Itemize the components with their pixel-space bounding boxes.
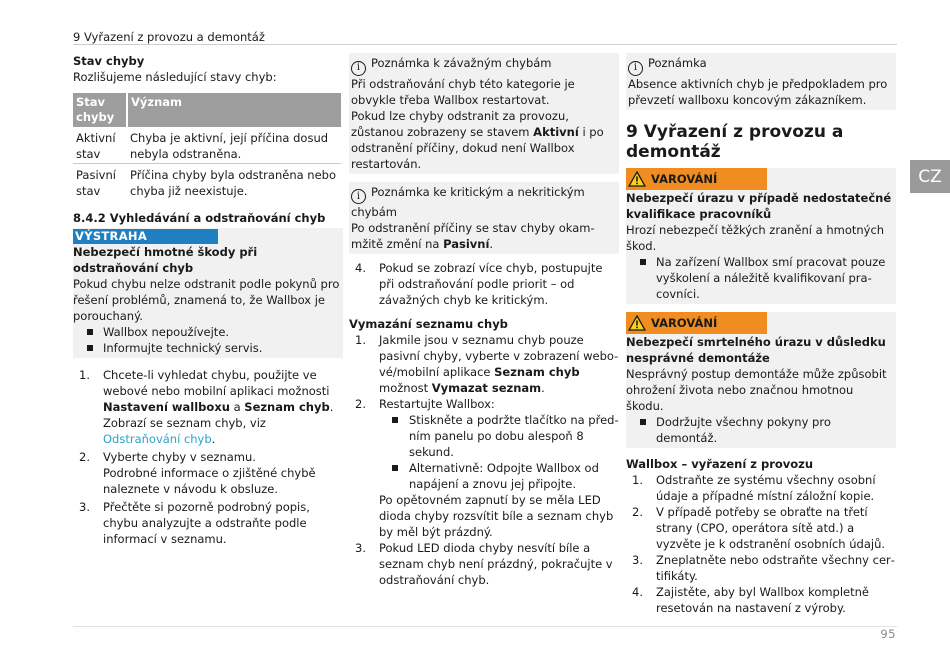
error-state-heading: Stav chyby [73, 54, 145, 68]
troubleshoot-steps-cont [349, 260, 619, 308]
table-cell: Aktivní stav [73, 127, 127, 164]
header-divider [73, 44, 897, 45]
step-number: 2. [79, 450, 90, 464]
step-number: 1. [355, 333, 366, 347]
step-number: 4. [355, 261, 366, 275]
caution-bullets [73, 324, 341, 356]
table-cell: Příčina chyby byla odstraněna nebo chyba již neexistuje. [130, 168, 337, 198]
caution-badge: VÝSTRAHA [73, 229, 218, 244]
footer-divider [73, 626, 897, 627]
list-item: 2. Vyberte chyby v seznamu. Podrobné informace o zjištěné chybě naleznete v návodu k obsluze. [79, 450, 316, 496]
list-item: Na zařízení Wallbox smí pracovat pouze vyškolení a náležitě kvalifikovaní pracovníci. [626, 254, 894, 302]
cross-reference-link[interactable]: Odstraňování chyb [103, 432, 212, 446]
step-number: 3. [79, 500, 90, 514]
list-item: Dodržujte všechny pokyny pro demontáž. [626, 414, 894, 446]
caution-title: Nebezpečí hmotné škody při odstraňování chyb [73, 245, 258, 275]
caution-box [73, 228, 343, 358]
list-item: Wallbox nepoužívejte. [73, 324, 341, 340]
warning-box-dismantling: VAROVÁNÍ Nebezpečí smrtelného úrazu v důsledku nesprávné demontáže Nesprávný postup demontáže může způsobit ohrožení života nebo značnou hmotnou škodu. Dodržujte všechny pokyny pro demontáž. [626, 312, 896, 448]
list-item: Alternativně: Odpojte Wallbox od napájení a znovu jej připojte. [379, 460, 619, 492]
note-title: Poznámka ke kritickým a nekritickým chybám [351, 184, 585, 219]
step-number: 3. [355, 541, 366, 555]
table-cell: Chyba je aktivní, její příčina dosud nebyla odstraněna. [127, 127, 341, 164]
troubleshoot-steps [73, 367, 343, 547]
column-middle [349, 53, 619, 588]
column-left [73, 53, 343, 547]
note-title: Poznámka [648, 56, 707, 70]
list-item: 3. Přečtěte si pozorně podrobný popis, chybu analyzujte a odstraňte podle informací v seznamu. [79, 500, 310, 546]
page-number: 95 [880, 627, 896, 641]
warning-title: Nebezpečí úrazu v případě nedostatečné kvalifikace pracovníků [626, 190, 892, 221]
note-box-critical: i Poznámka ke kritickým a nekritickým chybám Po odstranění příčiny se stav chyby okammžitě změní na Pasivní. [349, 182, 619, 255]
restart-options [379, 412, 619, 492]
warning-bullets [626, 254, 894, 302]
table-header-state: Stav chyby [73, 93, 127, 127]
ui-term: Vymazat seznam [431, 381, 542, 395]
note-title: Poznámka k závažným chybám [371, 56, 552, 70]
language-tab: CZ [910, 160, 950, 193]
list-item: 1. Odstraňte ze systému všechny osobní údaje a případné místní záložní kopie. [632, 472, 876, 503]
decommission-steps [626, 472, 896, 616]
list-item: 1. Jakmile jsou v seznamu chyb pouze pasivní chyby, vyberte v zobrazení webové/mobilní aplikace Seznam chyb možnost Vymazat seznam. [355, 333, 619, 395]
step-number: 4. [632, 584, 643, 599]
list-item: Stiskněte a podržte tlačítko na předním panelu po dobu alespoň 8 sekund. [379, 412, 619, 460]
step-number: 3. [632, 552, 643, 567]
warning-triangle-icon [628, 315, 646, 331]
table-row [73, 127, 341, 164]
chapter-heading: 9 Vyřazení z provozu a demontáž [626, 121, 844, 162]
table-row [73, 164, 341, 201]
warning-bullets [626, 414, 894, 446]
list-item: 2. V případě potřeby se obraťte na třetí strany (CPO, operátora sítě atd.) a vyzvěte je k odstranění osobních údajů. [632, 504, 886, 551]
error-state-table [73, 93, 341, 200]
ui-term: Seznam chyb [244, 400, 330, 414]
column-right [626, 53, 896, 616]
warning-box-qualification: VAROVÁNÍ Nebezpečí úrazu v případě nedostatečné kvalifikace pracovníků Hrozí nebezpečí těžkých zranění a hmotných škod. Na zařízení Wallbox smí pracovat pouze vyškolení a náležitě kvalifikovaní pracovníci. [626, 168, 896, 304]
info-icon: i [628, 61, 643, 76]
step-number: 1. [632, 472, 643, 487]
ui-term: Seznam chyb [494, 365, 580, 379]
step-number: 2. [632, 504, 643, 519]
step-number: 2. [355, 397, 366, 411]
step-number: 1. [79, 368, 90, 382]
warning-title: Nebezpečí smrtelného úrazu v důsledku nesprávné demontáže [626, 334, 886, 365]
running-header: 9 Vyřazení z provozu a demontáž [73, 30, 265, 44]
warning-triangle-icon [628, 171, 646, 187]
list-item: 1. Chcete-li vyhledat chybu, použijte ve webové nebo mobilní aplikaci možnosti Nastavení wallboxu a Seznam chyb. Zobrazí se seznam chyb, viz Odstraňování chyb. [79, 368, 334, 446]
clear-list-heading: Vymazání seznamu chyb [349, 317, 508, 331]
info-icon: i [351, 189, 366, 204]
caution-text: Pokud chybu nelze odstranit podle pokynů pro řešení problémů, znamená to, že Wallbox je porouchaný. [73, 277, 340, 323]
warning-badge: VAROVÁNÍ [626, 312, 767, 334]
error-state-intro: Rozlišujeme následující stavy chyb: [73, 70, 277, 84]
table-header-meaning: Význam [127, 93, 341, 127]
warning-badge: VAROVÁNÍ [626, 168, 767, 190]
info-icon: i [351, 61, 366, 76]
list-item: Informujte technický servis. [73, 340, 341, 356]
table-cell: Pasivní stav [76, 168, 116, 198]
list-item: 3. Pokud LED dioda chyby nesvítí bíle a seznam chyb není prázdný, pokračujte v odstraňování chyb. [355, 541, 613, 587]
list-item: 3. Zneplatněte nebo odstraňte všechny certifikáty. [632, 552, 895, 583]
list-item: 2. Restartujte Wallbox: Stiskněte a podržte tlačítko na předním panelu po dobu alespoň 8 sekund. Alternativně: Odpojte Wallbox od napájení a znovu jej připojte. Po opětovném zapnutí by se měla LED dioda chyby rozsvítit bíle a seznam chyb by měl být prázdný. [355, 397, 619, 539]
ui-term: Nastavení wallboxu [103, 400, 230, 414]
clear-list-steps [349, 332, 619, 588]
note-box-serious: i Poznámka k závažným chybám Při odstraňování chyb této kategorie je obvykle třeba Wallbox restartovat. Pokud lze chyby odstranit za provozu, zůstanou zobrazeny se stavem Aktivní i po odstranění příčiny, dokud není Wallbox restartován. [349, 53, 619, 174]
list-item: 4. Pokud se zobrazí více chyb, postupujte při odstraňování podle priorit – od závažných chyb ke kritickým. [355, 261, 603, 307]
list-item: 4. Zajistěte, aby byl Wallbox kompletně resetován na nastavení z výroby. [632, 584, 869, 615]
note-box: i Poznámka Absence aktivních chyb je předpokladem pro převzetí wallboxu koncovým zákazníkem. [626, 53, 896, 110]
section-heading: 8.4.2 Vyhledávání a odstraňování chyb [73, 211, 326, 225]
procedure-heading: Wallbox – vyřazení z provozu [626, 456, 814, 471]
